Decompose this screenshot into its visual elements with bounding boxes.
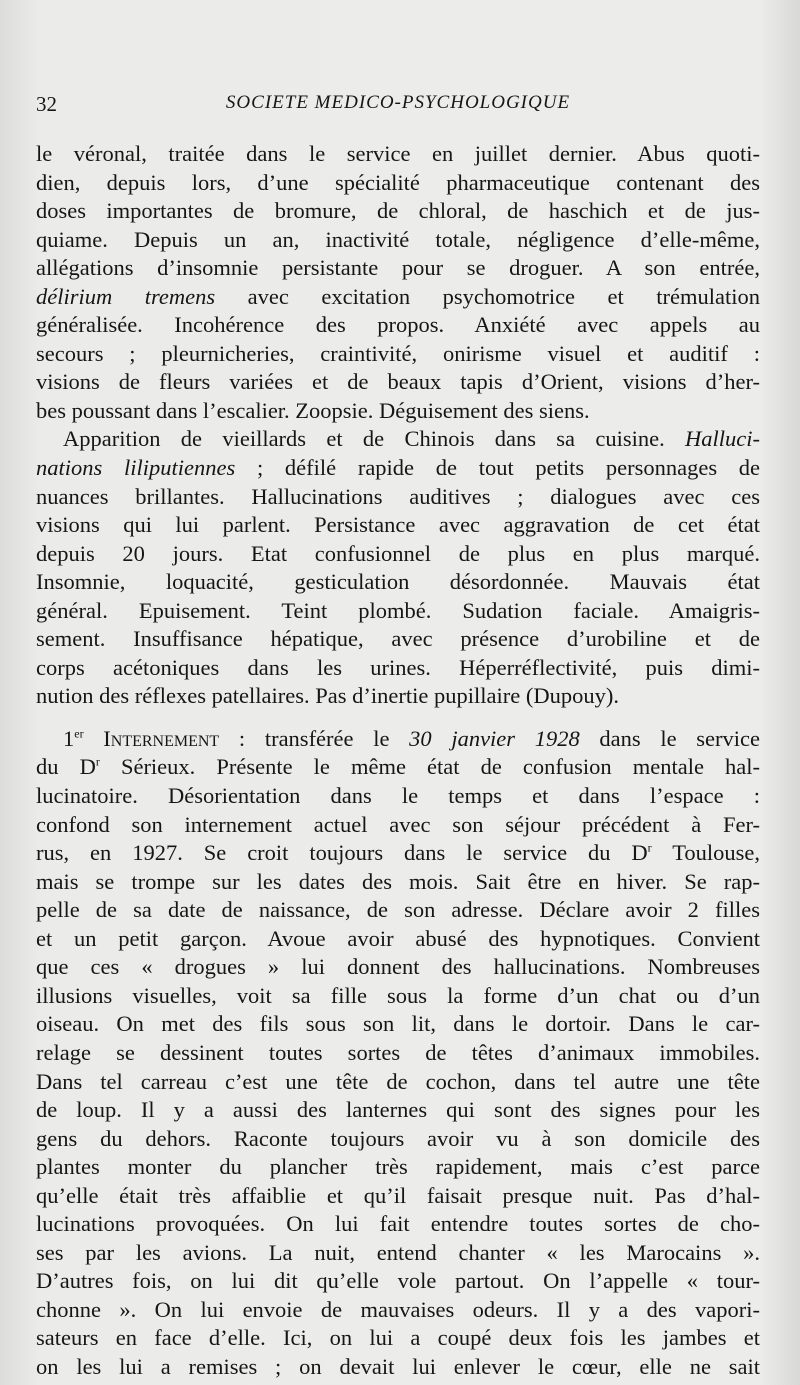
- text-fragment: du D: [36, 754, 96, 780]
- text-line: généralisée. Incohérence des propos. Anxiété avec appels au: [36, 312, 760, 338]
- text-line: sement. Insuffisance hépatique, avec présence d’urobiline et de: [36, 626, 760, 652]
- text-fragment: Apparition de vieillards et de Chinois dans sa cuisine.: [63, 426, 665, 452]
- text-line: pelle de sa date de naissance, de son adresse. Déclare avoir 2 filles: [36, 897, 760, 923]
- text-line: [36, 283, 760, 312]
- text-line: Insomnie, loquacité, gesticulation désordonnée. Mauvais état: [36, 569, 760, 595]
- text-line: bes poussant dans l’escalier. Zoopsie. Déguisement des siens.: [36, 397, 590, 423]
- text-line: qu’elle était très affaiblie et qu’il faisait presque nuit. Pas d’hal-: [36, 1182, 760, 1208]
- text-line: secours ; pleurnicheries, craintivité, onirisme visuel et auditif :: [36, 340, 760, 366]
- text-fragment: : transférée le: [238, 725, 390, 751]
- text-line: mais se trompe sur les dates des mois. Sait être en hiver. Se rap-: [36, 868, 760, 894]
- text-line: allégations d’insomnie persistante pour se droguer. A son entrée,: [36, 255, 760, 281]
- ordinal: 1: [63, 725, 75, 751]
- text-line: [36, 454, 760, 483]
- title-suffix: r: [95, 754, 100, 769]
- text-line: nution des réflexes patellaires. Pas d’inertie pupillaire (Dupouy).: [36, 683, 619, 709]
- running-title: SOCIETE MEDICO-PSYCHOLOGIQUE: [225, 92, 571, 113]
- text-line: général. Epuisement. Teint plombé. Sudation faciale. Amaigris-: [36, 597, 760, 623]
- text-fragment: dans le service: [599, 725, 760, 751]
- text-line: relage se dessinent toutes sortes de têtes d’animaux immobiles.: [36, 1039, 760, 1065]
- text-line: confond son internement actuel avec son séjour précédent à Fer-: [36, 811, 760, 837]
- italic-date: 30 janvier 1928: [409, 725, 580, 751]
- italic-term: délirium tremens: [36, 283, 216, 309]
- text-fragment: Sérieux. Présente le même état de confusion mentale hal-: [120, 754, 760, 780]
- text-line: plantes monter du plancher très rapidement, mais c’est parce: [36, 1154, 760, 1180]
- text-line: et un petit garçon. Avoue avoir abusé des hypnotiques. Convient: [36, 925, 760, 951]
- text-line: sateurs en face d’elle. Ici, on lui a coupé deux fois les jambes et: [36, 1325, 760, 1351]
- italic-term: nations liliputiennes: [36, 455, 236, 481]
- page-header: [36, 92, 760, 122]
- text-line: D’autres fois, on lui dit qu’elle vole partout. On l’appelle « tour-: [36, 1268, 760, 1294]
- text-fragment: avec excitation psychomotrice et trémulation: [247, 283, 760, 309]
- text-line: visions de fleurs variées et de beaux tapis d’Orient, visions d’her-: [36, 369, 760, 395]
- ordinal-suffix: er: [74, 726, 84, 741]
- text-fragment: Toulouse,: [672, 840, 760, 866]
- page-number: 32: [36, 92, 57, 116]
- text-line: [36, 725, 760, 754]
- text-line: dien, depuis lors, d’une spécialité pharmaceutique contenant des: [36, 169, 760, 195]
- text-line: [36, 753, 760, 782]
- text-fragment: ; défilé rapide de tout petits personnages de: [256, 455, 760, 481]
- text-line: depuis 20 jours. Etat confusionnel de plus en plus marqué.: [36, 540, 760, 566]
- text-line: de loup. Il y a aussi des lanternes qui sont des signes pour les: [36, 1097, 760, 1123]
- text-line: [36, 839, 760, 868]
- text-line: nuances brillantes. Hallucinations auditives ; dialogues avec ces: [36, 483, 760, 509]
- body-text: [36, 140, 760, 1382]
- text-line: quiame. Depuis un an, inactivité totale, négligence d’elle-même,: [36, 226, 760, 252]
- text-fragment: rus, en 1927. Se croit toujours dans le service du D: [36, 840, 648, 866]
- paragraph-case-history: [36, 140, 760, 425]
- text-line: lucinations provoquées. On lui fait entendre toutes sortes de cho-: [36, 1211, 760, 1237]
- text-line: lucinatoire. Désorientation dans le temps et dans l’espace :: [36, 783, 760, 809]
- paragraph-first-internment: [36, 725, 760, 1382]
- text-line: chonne ». On lui envoie de mauvaises odeurs. Il y a des vapori-: [36, 1296, 760, 1322]
- text-line: corps acétoniques dans les urines. Héperréflectivité, puis dimi-: [36, 654, 760, 680]
- text-line: doses importantes de bromure, de chloral, de haschich et de jus-: [36, 198, 760, 224]
- text-line: illusions visuelles, voit sa fille sous la forme d’un chat ou d’un: [36, 982, 760, 1008]
- text-line: le véronal, traitée dans le service en juillet dernier. Abus quoti-: [36, 141, 760, 166]
- text-line: ses par les avions. La nuit, entend chanter « les Marocains ».: [36, 1239, 760, 1265]
- section-label: Internement: [103, 725, 220, 751]
- text-line: gens du dehors. Raconte toujours avoir vu à son domicile des: [36, 1125, 760, 1151]
- text-line: [36, 425, 760, 454]
- text-line: Dans tel carreau c’est une tête de cochon, dans tel autre une tête: [36, 1068, 760, 1094]
- paragraph-hallucinations: [36, 425, 760, 710]
- text-line: on les lui a remises ; on devait lui enlever le cœur, elle ne sait: [36, 1353, 760, 1379]
- text-line: visions qui lui parlent. Persistance avec aggravation de cet état: [36, 512, 760, 538]
- text-line: oiseau. On met des fils sous son lit, dans le dortoir. Dans le car-: [36, 1011, 760, 1037]
- italic-term: Halluci-: [685, 426, 760, 452]
- title-suffix: r: [647, 840, 652, 855]
- text-line: que ces « drogues » lui donnent des hallucinations. Nombreuses: [36, 954, 760, 980]
